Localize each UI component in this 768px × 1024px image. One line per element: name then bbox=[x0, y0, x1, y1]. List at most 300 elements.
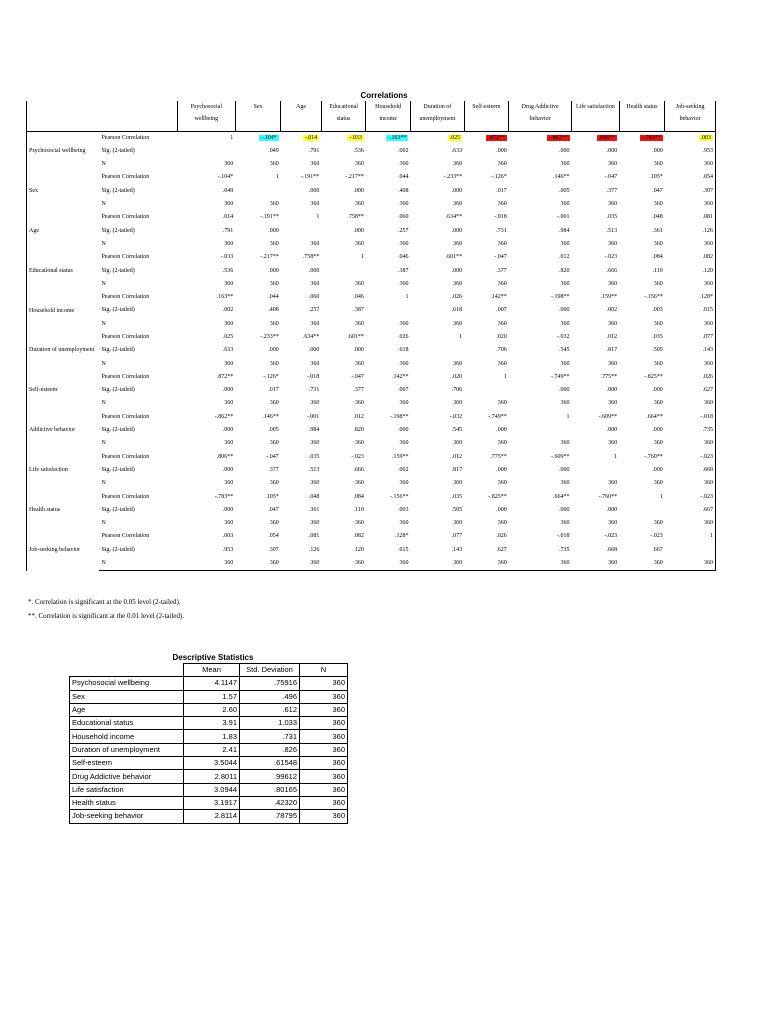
value-cell: 360 bbox=[665, 397, 716, 410]
row-label: Duration of unemployment bbox=[70, 743, 184, 756]
value-cell: 360 bbox=[300, 703, 348, 716]
value-cell: -.023 bbox=[650, 533, 663, 540]
value-cell: 360 bbox=[310, 280, 320, 287]
table-row bbox=[27, 557, 716, 571]
table-row bbox=[27, 211, 716, 224]
table-row bbox=[27, 291, 716, 304]
table-row bbox=[27, 424, 716, 437]
value-cell: .000 bbox=[496, 466, 507, 473]
table-row bbox=[27, 264, 716, 277]
value-cell bbox=[464, 131, 509, 145]
value-cell: 360 bbox=[300, 810, 348, 823]
table-row bbox=[27, 145, 716, 158]
value-cell: 360 bbox=[354, 520, 364, 527]
value-cell: 360 bbox=[560, 201, 570, 208]
value-cell: -.760** bbox=[598, 493, 618, 500]
value-cell: .000 bbox=[606, 506, 618, 513]
footnote-01: **. Correlation is significant at the 0.01 level (2-tailed). bbox=[28, 612, 185, 620]
value-cell: 360 bbox=[653, 320, 663, 327]
value-cell: .081 bbox=[308, 533, 320, 540]
value-cell: .601** bbox=[445, 254, 463, 261]
descriptive-column-header: N bbox=[300, 664, 348, 677]
table-row bbox=[70, 783, 348, 796]
value-cell bbox=[619, 131, 665, 145]
value-cell: -.156** bbox=[389, 493, 409, 500]
table-row bbox=[27, 344, 716, 357]
value-cell: .505 bbox=[652, 347, 663, 354]
value-cell: 360 bbox=[269, 520, 279, 527]
value-cell: 360 bbox=[224, 480, 234, 487]
value-cell: -.001 bbox=[557, 214, 570, 221]
value-cell: .044 bbox=[397, 174, 409, 181]
value-cell: .80165 bbox=[240, 783, 300, 796]
value-cell: -.233** bbox=[443, 174, 463, 181]
value-cell: .126 bbox=[308, 546, 320, 553]
table-row bbox=[70, 717, 348, 730]
value-cell: 360 bbox=[560, 360, 570, 367]
value-cell: .012 bbox=[606, 334, 618, 340]
table-row bbox=[27, 238, 716, 251]
table-row bbox=[27, 451, 716, 464]
variable-name: Age bbox=[27, 211, 100, 251]
value-cell: -.033 bbox=[220, 254, 234, 261]
value-cell: .000 bbox=[397, 427, 409, 434]
value-cell: 360 bbox=[497, 320, 507, 327]
value-cell: 360 bbox=[560, 240, 570, 247]
value-cell: .361 bbox=[652, 227, 663, 234]
value-cell: 360 bbox=[399, 480, 409, 487]
value-cell: 360 bbox=[665, 318, 716, 331]
stat-label: Pearson Correlation bbox=[101, 134, 150, 141]
value-cell: .007 bbox=[496, 307, 507, 314]
value-cell: .000 bbox=[606, 427, 618, 434]
value-cell: .105* bbox=[649, 174, 663, 181]
value-cell: -.198** bbox=[551, 294, 570, 301]
value-cell: 360 bbox=[399, 240, 409, 247]
value-cell: 360 bbox=[608, 400, 618, 407]
value-cell: 360 bbox=[497, 161, 507, 168]
stat-label: Pearson Correlation bbox=[101, 453, 150, 460]
value-cell: 2.60 bbox=[184, 703, 240, 716]
value-cell: 360 bbox=[235, 557, 281, 571]
stat-label: N bbox=[101, 280, 106, 287]
value-cell: .612 bbox=[240, 703, 300, 716]
table-row bbox=[27, 530, 716, 543]
value-cell: 360 bbox=[560, 161, 570, 168]
value-cell: .000 bbox=[222, 466, 234, 473]
value-cell: .007 bbox=[397, 387, 409, 394]
value-cell: .077 bbox=[665, 331, 716, 344]
value-cell: -.760** bbox=[644, 453, 663, 460]
value-cell: .002 bbox=[222, 307, 234, 314]
value-cell: -.198** bbox=[389, 413, 409, 420]
value-cell: .143 bbox=[665, 344, 716, 357]
value-cell: .047 bbox=[268, 506, 279, 513]
value-cell: 1 bbox=[614, 453, 618, 460]
column-header: Educational status bbox=[321, 101, 366, 131]
value-cell: 360 bbox=[354, 440, 364, 447]
value-cell: 360 bbox=[453, 360, 463, 367]
highlight-mark: -.014 bbox=[304, 134, 318, 141]
value-cell: 360 bbox=[354, 360, 364, 367]
stat-label: N bbox=[99, 557, 177, 571]
value-cell: 360 bbox=[281, 557, 322, 571]
value-cell: .000 bbox=[353, 187, 364, 194]
value-cell: .000 bbox=[652, 147, 663, 154]
value-cell: 3.1917 bbox=[184, 796, 240, 809]
value-cell: .000 bbox=[451, 187, 463, 194]
highlight-mark: -.033 bbox=[349, 134, 362, 141]
value-cell: -.156** bbox=[644, 294, 663, 301]
value-cell: 360 bbox=[665, 238, 716, 251]
stat-label: N bbox=[101, 520, 106, 527]
stat-label: N bbox=[101, 240, 106, 247]
value-cell: 360 bbox=[399, 440, 409, 447]
value-cell: 360 bbox=[560, 280, 570, 287]
variable-name: Health status bbox=[27, 491, 100, 531]
table-row bbox=[27, 278, 716, 291]
row-label: Psychosocial wellbeing bbox=[70, 677, 184, 690]
stat-label: Sig. (2-tailed) bbox=[101, 466, 135, 473]
value-cell: 360 bbox=[665, 278, 716, 291]
value-cell: 360 bbox=[300, 757, 348, 770]
value-cell: .046 bbox=[397, 254, 409, 261]
variable-name: Life satisfaction bbox=[27, 451, 100, 491]
value-cell: .026 bbox=[451, 294, 463, 301]
value-cell: 360 bbox=[653, 360, 663, 367]
value-cell: 360 bbox=[497, 280, 507, 287]
value-cell: .75916 bbox=[240, 677, 300, 690]
value-cell: -.047 bbox=[604, 174, 618, 181]
value-cell: -.825** bbox=[488, 493, 507, 500]
value-cell: 360 bbox=[572, 557, 620, 571]
value-cell: 360 bbox=[300, 730, 348, 743]
table-row bbox=[27, 158, 716, 171]
value-cell: 2.8011 bbox=[184, 770, 240, 783]
value-cell: 360 bbox=[399, 360, 409, 367]
value-cell: .015 bbox=[665, 304, 716, 317]
stat-label: Pearson Correlation bbox=[101, 533, 150, 540]
value-cell: 360 bbox=[509, 557, 572, 571]
value-cell: .000 bbox=[652, 466, 663, 473]
value-cell: .120 bbox=[665, 264, 716, 277]
stat-label: Sig. (2-tailed) bbox=[101, 227, 135, 234]
value-cell: .017 bbox=[496, 187, 507, 194]
value-cell: -.023 bbox=[351, 453, 364, 460]
column-header: Duration of unemployment bbox=[410, 101, 464, 131]
value-cell: .668 bbox=[665, 464, 716, 477]
column-header: Health status bbox=[619, 101, 665, 131]
value-cell: 360 bbox=[300, 743, 348, 756]
value-cell: 360 bbox=[269, 440, 279, 447]
stat-label: N bbox=[101, 440, 106, 447]
table-row bbox=[27, 131, 716, 145]
value-cell: .826 bbox=[240, 743, 300, 756]
value-cell: .026 bbox=[397, 334, 409, 340]
value-cell: .060 bbox=[397, 214, 409, 221]
value-cell: .377 bbox=[268, 466, 279, 473]
value-cell: .003 bbox=[652, 307, 663, 314]
stat-label: Pearson Correlation bbox=[101, 174, 150, 181]
value-cell: 360 bbox=[608, 480, 618, 487]
table-row bbox=[70, 757, 348, 770]
value-cell: .000 bbox=[268, 227, 279, 234]
correlations-table bbox=[26, 101, 716, 571]
value-cell: 360 bbox=[608, 240, 618, 247]
column-header: Self-esteem bbox=[464, 101, 509, 131]
value-cell: .000 bbox=[496, 147, 507, 154]
value-cell: .42320 bbox=[240, 796, 300, 809]
stat-label: Pearson Correlation bbox=[101, 254, 150, 261]
value-cell: .000 bbox=[559, 506, 570, 513]
value-cell: 360 bbox=[300, 783, 348, 796]
value-cell bbox=[509, 131, 572, 145]
value-cell: -.018 bbox=[306, 373, 320, 380]
value-cell: .049 bbox=[268, 147, 279, 154]
value-cell: 360 bbox=[653, 201, 663, 208]
stat-label: Pearson Correlation bbox=[101, 413, 150, 420]
table-row bbox=[70, 810, 348, 823]
table-row bbox=[27, 491, 716, 504]
value-cell: .387 bbox=[353, 307, 364, 314]
value-cell: -.126* bbox=[491, 174, 507, 181]
value-cell: 360 bbox=[310, 240, 320, 247]
table-row bbox=[27, 397, 716, 410]
variable-name: Job-seeking behavior bbox=[27, 530, 100, 570]
value-cell: .163** bbox=[216, 294, 234, 301]
value-cell: -.191** bbox=[260, 214, 279, 221]
value-cell: .000 bbox=[451, 227, 463, 234]
value-cell: .513 bbox=[606, 227, 618, 234]
value-cell: 1 bbox=[316, 214, 320, 221]
value-cell: .791 bbox=[222, 227, 234, 234]
highlight-mark: -.783** bbox=[642, 134, 661, 141]
value-cell: .505 bbox=[451, 506, 463, 513]
header-blank bbox=[70, 664, 184, 677]
value-cell: -.018 bbox=[557, 533, 570, 540]
value-cell: .000 bbox=[606, 147, 618, 154]
value-cell: 360 bbox=[608, 280, 618, 287]
value-cell: .012 bbox=[353, 413, 364, 420]
value-cell bbox=[177, 145, 235, 158]
value-cell: .817 bbox=[606, 347, 618, 354]
value-cell: 1 bbox=[275, 174, 279, 181]
value-cell: -.217** bbox=[345, 174, 364, 181]
correlations-title: Correlations bbox=[360, 91, 408, 100]
value-cell: 360 bbox=[224, 201, 234, 208]
value-cell: .146** bbox=[262, 413, 279, 420]
value-cell: .020 bbox=[496, 334, 507, 340]
value-cell: -.233** bbox=[260, 334, 279, 340]
footnote-05: *. Correlation is significant at the 0.05 level (2-tailed). bbox=[28, 598, 181, 606]
value-cell: .084 bbox=[652, 254, 663, 261]
value-cell: .820 bbox=[353, 427, 364, 434]
value-cell bbox=[281, 131, 322, 145]
value-cell: 360 bbox=[665, 557, 716, 571]
value-cell: .408 bbox=[397, 187, 409, 194]
value-cell: 360 bbox=[665, 358, 716, 371]
value-cell: -.126* bbox=[263, 373, 279, 380]
value-cell: .377 bbox=[353, 387, 364, 394]
value-cell: .618 bbox=[397, 347, 409, 354]
value-cell: 360 bbox=[300, 770, 348, 783]
value-cell: 360 bbox=[560, 400, 570, 407]
value-cell: .758** bbox=[302, 254, 320, 261]
value-cell: 360 bbox=[224, 240, 234, 247]
table-row bbox=[70, 770, 348, 783]
value-cell: 360 bbox=[399, 520, 409, 527]
value-cell: 360 bbox=[608, 320, 618, 327]
row-label: Health status bbox=[70, 796, 184, 809]
value-cell: .035 bbox=[652, 334, 663, 340]
stat-label: Sig. (2-tailed) bbox=[101, 187, 135, 194]
value-cell: 1 bbox=[659, 493, 663, 500]
value-cell: .146** bbox=[553, 174, 570, 181]
stat-label: Sig. (2-tailed) bbox=[101, 147, 135, 154]
variable-name: Self-esteem bbox=[27, 371, 100, 411]
table-row bbox=[70, 730, 348, 743]
value-cell: 1 bbox=[405, 294, 409, 301]
value-cell: .872** bbox=[216, 373, 234, 380]
value-cell: -.023 bbox=[665, 451, 716, 464]
value-cell: .731 bbox=[308, 387, 320, 394]
value-cell: .000 bbox=[496, 506, 507, 513]
value-cell: .257 bbox=[397, 227, 409, 234]
column-header: Life satisfaction bbox=[572, 101, 620, 131]
table-row bbox=[27, 318, 716, 331]
value-cell: 360 bbox=[665, 198, 716, 211]
value-cell: 360 bbox=[497, 440, 507, 447]
value-cell: .627 bbox=[496, 546, 507, 553]
value-cell: .049 bbox=[222, 187, 234, 194]
value-cell: 360 bbox=[497, 400, 507, 407]
row-label: Job-seeking behavior bbox=[70, 810, 184, 823]
highlight-mark: .003 bbox=[700, 134, 711, 141]
table-row bbox=[70, 677, 348, 690]
value-cell: -.018 bbox=[665, 411, 716, 424]
value-cell: .820 bbox=[559, 267, 570, 274]
value-cell: 360 bbox=[653, 440, 663, 447]
value-cell: 360 bbox=[665, 517, 716, 530]
value-cell: .000 bbox=[353, 347, 364, 354]
value-cell: .000 bbox=[268, 267, 279, 274]
value-cell: .667 bbox=[652, 546, 663, 553]
value-cell: .78795 bbox=[240, 810, 300, 823]
stat-label: Pearson Correlation bbox=[101, 334, 150, 340]
descriptive-column-header: Std. Deviation bbox=[240, 664, 300, 677]
table-row bbox=[27, 358, 716, 371]
value-cell: .025 bbox=[222, 334, 234, 340]
value-cell bbox=[366, 131, 411, 145]
value-cell: .014 bbox=[222, 214, 234, 221]
value-cell: 360 bbox=[354, 201, 364, 208]
value-cell: .017 bbox=[268, 387, 279, 394]
value-cell: .143 bbox=[451, 546, 463, 553]
value-cell: -.825** bbox=[644, 373, 663, 380]
value-cell: 360 bbox=[177, 557, 235, 571]
value-cell: 360 bbox=[269, 480, 279, 487]
value-cell: .536 bbox=[222, 267, 234, 274]
value-cell: .496 bbox=[240, 690, 300, 703]
table-row bbox=[27, 185, 716, 198]
value-cell: 360 bbox=[399, 280, 409, 287]
value-cell: .126 bbox=[665, 225, 716, 238]
table-row bbox=[27, 464, 716, 477]
value-cell: .000 bbox=[222, 506, 234, 513]
row-label: Drug Addictive behavior bbox=[70, 770, 184, 783]
value-cell: .000 bbox=[652, 387, 663, 394]
value-cell: .664** bbox=[553, 493, 570, 500]
variable-name: Psychosocial wellbeing bbox=[27, 131, 100, 171]
value-cell: .000 bbox=[559, 387, 570, 394]
row-label: Life satisfaction bbox=[70, 783, 184, 796]
highlight-mark: .806** bbox=[598, 134, 616, 141]
value-cell bbox=[410, 131, 464, 145]
table-row bbox=[27, 304, 716, 317]
value-cell bbox=[235, 185, 281, 198]
value-cell bbox=[366, 304, 411, 317]
table-row bbox=[27, 198, 716, 211]
value-cell: .002 bbox=[397, 147, 409, 154]
stat-label: N bbox=[101, 400, 106, 407]
value-cell: -.609** bbox=[598, 413, 618, 420]
value-cell: 360 bbox=[453, 201, 463, 208]
value-cell: .020 bbox=[451, 373, 463, 380]
value-cell: .000 bbox=[308, 187, 320, 194]
value-cell: 4.1147 bbox=[184, 677, 240, 690]
value-cell: .128* bbox=[665, 291, 716, 304]
value-cell: 360 bbox=[653, 280, 663, 287]
value-cell: 360 bbox=[497, 240, 507, 247]
value-cell: 1 bbox=[665, 530, 716, 543]
stat-label: Pearson Correlation bbox=[101, 294, 150, 301]
value-cell: 360 bbox=[224, 280, 234, 287]
value-cell: -.047 bbox=[351, 373, 364, 380]
value-cell: 360 bbox=[665, 437, 716, 450]
table-row bbox=[27, 504, 716, 517]
value-cell: .633 bbox=[222, 347, 234, 354]
correlations-header-row bbox=[27, 101, 716, 131]
value-cell: 360 bbox=[619, 557, 665, 571]
value-cell: .735 bbox=[665, 424, 716, 437]
value-cell: .545 bbox=[559, 347, 570, 354]
value-cell: .664** bbox=[646, 413, 663, 420]
row-label: Age bbox=[70, 703, 184, 716]
value-cell: 360 bbox=[269, 240, 279, 247]
value-cell: 360 bbox=[453, 440, 463, 447]
value-cell: .142** bbox=[391, 373, 409, 380]
value-cell: .000 bbox=[353, 227, 364, 234]
value-cell: 360 bbox=[354, 480, 364, 487]
value-cell: -.609** bbox=[551, 453, 570, 460]
value-cell: 1 bbox=[566, 413, 570, 420]
value-cell: 1.57 bbox=[184, 690, 240, 703]
value-cell: 360 bbox=[224, 440, 234, 447]
value-cell: -.104* bbox=[217, 174, 234, 181]
value-cell: .060 bbox=[308, 294, 320, 301]
value-cell: 360 bbox=[653, 400, 663, 407]
value-cell: 360 bbox=[354, 400, 364, 407]
value-cell: .666 bbox=[353, 466, 364, 473]
value-cell: -.191** bbox=[300, 174, 320, 181]
value-cell: 3.0944 bbox=[184, 783, 240, 796]
value-cell: 3.5044 bbox=[184, 757, 240, 770]
value-cell: 360 bbox=[497, 520, 507, 527]
value-cell: 360 bbox=[300, 690, 348, 703]
value-cell: .408 bbox=[268, 307, 279, 314]
value-cell: .159** bbox=[391, 453, 409, 460]
value-cell: 360 bbox=[269, 320, 279, 327]
